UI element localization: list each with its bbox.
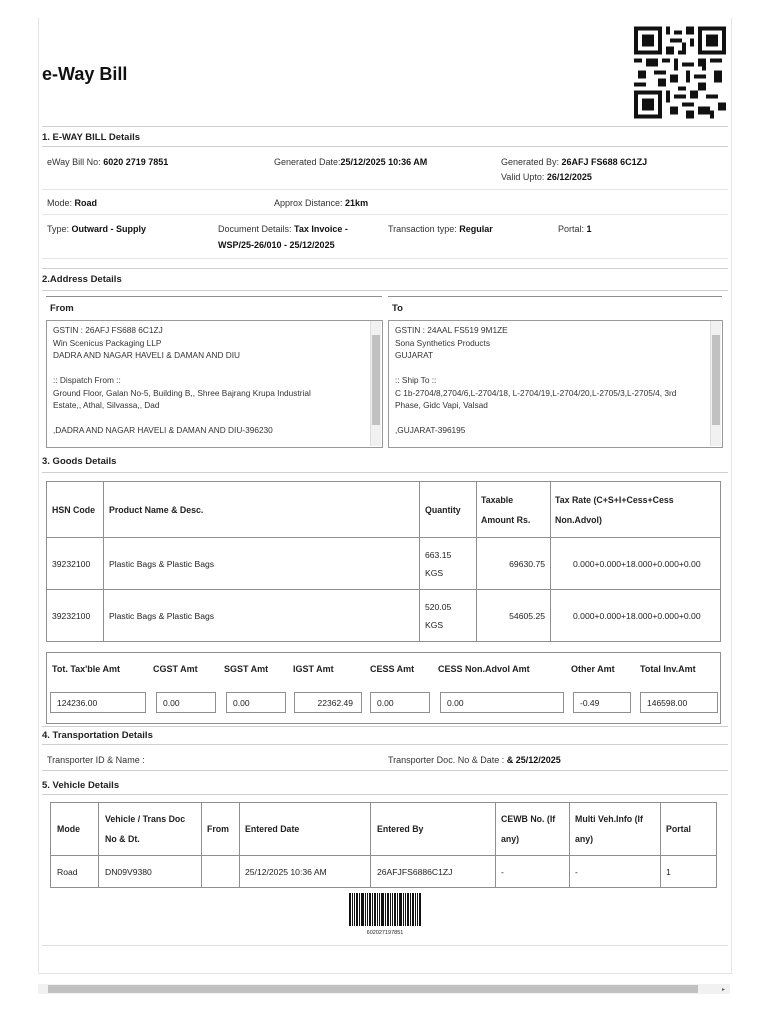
to-line: ,GUJARAT-396195	[395, 425, 466, 435]
amount-cell: 69630.75	[477, 538, 551, 590]
col-tax-rate: Tax Rate (C+S+I+Cess+Cess Non.Advol)	[551, 482, 721, 538]
sgst-field[interactable]: 0.00	[226, 692, 286, 713]
col-entered-date: Entered Date	[240, 803, 371, 856]
portal: Portal: 1	[558, 224, 592, 234]
scroll-thumb[interactable]	[372, 335, 380, 425]
ewb-no: eWay Bill No: 6020 2719 7851	[47, 157, 169, 167]
approx-distance: Approx Distance: 21km	[274, 198, 369, 208]
vehicle-table	[50, 802, 717, 888]
table-row	[51, 856, 717, 888]
divider	[388, 296, 722, 297]
goods-table	[46, 481, 721, 642]
goods-header-row	[47, 482, 721, 538]
from-line: DADRA AND NAGAR HAVELI & DAMAN AND DIU	[53, 350, 241, 360]
sgst-label: SGST Amt	[224, 664, 269, 674]
other-amt-label: Other Amt	[571, 664, 615, 674]
divider	[42, 268, 728, 269]
product-cell: Plastic Bags & Plastic Bags	[104, 590, 420, 642]
product-cell: Plastic Bags & Plastic Bags	[104, 538, 420, 590]
cess-nonadvol-label: CESS Non.Advol Amt	[438, 664, 530, 674]
divider	[42, 146, 728, 147]
to-line	[395, 412, 711, 425]
vehicle-cell: DN09V9380	[99, 856, 202, 888]
scroll-right-arrow[interactable]: ▸	[722, 987, 726, 993]
document-details: Document Details: Tax Invoice -	[218, 224, 348, 234]
divider	[42, 214, 728, 215]
quantity-cell: 663.15 KGS	[420, 538, 477, 590]
cess-nonadvol-field[interactable]: 0.00	[440, 692, 564, 713]
rate-cell: 0.000+0.000+18.000+0.000+0.00	[551, 590, 721, 642]
amount-cell: 54605.25	[477, 590, 551, 642]
divider	[42, 744, 728, 745]
entered-by-cell: 26AFJFS6886C1ZJ	[371, 856, 496, 888]
divider	[42, 189, 728, 190]
col-hsn: HSN Code	[47, 482, 104, 538]
vehicle-header-row	[51, 803, 717, 856]
entered-date-cell: 25/12/2025 10:36 AM	[240, 856, 371, 888]
from-line: Estate,, Athal, Silvassa,, Dad	[53, 400, 160, 410]
to-address-text	[395, 324, 711, 437]
from-line: ,DADRA AND NAGAR HAVELI & DAMAN AND DIU-396230	[53, 425, 273, 435]
igst-field[interactable]: 22362.49	[294, 692, 362, 713]
col-vehicle: Vehicle / Trans Doc No & Dt.	[99, 803, 202, 856]
to-line: Phase, Gidc Vapi, Valsad	[395, 400, 488, 410]
hsn-cell: 39232100	[47, 538, 104, 590]
multi-veh-cell: -	[570, 856, 661, 888]
quantity-cell: 520.05 KGS	[420, 590, 477, 642]
horizontal-scrollbar[interactable]	[38, 984, 730, 994]
total-inv-field[interactable]: 146598.00	[640, 692, 718, 713]
total-inv-label: Total Inv.Amt	[640, 664, 696, 674]
divider	[42, 770, 728, 771]
from-address-box[interactable]	[46, 320, 383, 448]
col-mode: Mode	[51, 803, 99, 856]
to-line: GSTIN : 24AAL FS519 9M1ZE	[395, 325, 508, 335]
divider	[42, 726, 728, 727]
col-taxable: Taxable Amount Rs.	[477, 482, 551, 538]
section-heading-transport: 4. Transportation Details	[42, 730, 153, 741]
from-line: :: Dispatch From ::	[53, 375, 121, 385]
col-portal: Portal	[661, 803, 717, 856]
to-line: GUJARAT	[395, 350, 434, 360]
scroll-thumb[interactable]	[712, 335, 720, 425]
from-line	[53, 412, 371, 425]
col-quantity: Quantity	[420, 482, 477, 538]
col-cewb: CEWB No. (If any)	[496, 803, 570, 856]
total-taxable-field[interactable]: 124236.00	[50, 692, 146, 713]
barcode-number: 602027197851	[366, 930, 404, 936]
mode-cell: Road	[51, 856, 99, 888]
mode: Mode: Road	[47, 198, 98, 208]
rate-cell: 0.000+0.000+18.000+0.000+0.00	[551, 538, 721, 590]
qr-code-icon	[634, 25, 726, 120]
cess-label: CESS Amt	[370, 664, 415, 674]
barcode-icon	[349, 893, 421, 926]
portal-cell: 1	[661, 856, 717, 888]
to-address-box[interactable]	[388, 320, 723, 448]
section-heading-ewb-details: 1. E-WAY BILL Details	[42, 132, 141, 143]
from-line	[53, 362, 371, 375]
type: Type: Outward - Supply	[47, 224, 147, 234]
generated-date: Generated Date:25/12/2025 10:36 AM	[274, 157, 428, 167]
col-multi-veh: Multi Veh.Info (If any)	[570, 803, 661, 856]
divider	[42, 945, 728, 946]
total-taxable-label: Tot. Tax'ble Amt	[52, 664, 120, 674]
cgst-label: CGST Amt	[153, 664, 198, 674]
divider	[46, 296, 382, 297]
table-row	[47, 538, 721, 590]
to-line: Sona Synthetics Products	[395, 337, 491, 348]
transporter-doc: Transporter Doc. No & Date : & 25/12/2025	[388, 755, 561, 765]
cewb-cell: -	[496, 856, 570, 888]
to-scrollbar[interactable]	[710, 321, 721, 446]
divider	[42, 472, 728, 473]
col-product: Product Name & Desc.	[104, 482, 420, 538]
from-cell	[202, 856, 240, 888]
table-row	[47, 590, 721, 642]
from-line: Ground Floor, Galan No-5, Building B,, Shree Bajrang Krupa Industrial	[53, 387, 311, 398]
cgst-field[interactable]: 0.00	[156, 692, 216, 713]
section-heading-address: 2.Address Details	[42, 274, 122, 285]
divider	[42, 794, 728, 795]
from-address-text	[53, 324, 371, 437]
col-from: From	[202, 803, 240, 856]
transaction-type: Transaction type: Regular	[388, 224, 493, 234]
igst-label: IGST Amt	[293, 664, 334, 674]
other-amt-field[interactable]: -0.49	[573, 692, 631, 713]
from-heading: From	[50, 303, 74, 314]
from-scrollbar[interactable]	[370, 321, 381, 446]
generated-by: Generated By: 26AFJ FS688 6C1ZJ	[501, 157, 648, 167]
divider	[42, 290, 728, 291]
hsn-cell: 39232100	[47, 590, 104, 642]
page-title: e-Way Bill	[42, 64, 128, 84]
to-line	[395, 362, 711, 375]
scroll-thumb[interactable]	[48, 985, 698, 993]
to-line: C 1b-2704/8,2704/6,L-2704/18, L-2704/19,L-2704/20,L-2705/3,L-2705/4, 3rd	[395, 387, 677, 398]
document-details-line2: WSP/25-26/010 - 25/12/2025	[218, 240, 335, 250]
col-entered-by: Entered By	[371, 803, 496, 856]
divider	[42, 126, 728, 127]
cess-field[interactable]: 0.00	[370, 692, 430, 713]
section-heading-goods: 3. Goods Details	[42, 456, 117, 467]
section-heading-vehicle: 5. Vehicle Details	[42, 780, 120, 791]
divider	[42, 258, 728, 259]
from-line: GSTIN : 26AFJ FS688 6C1ZJ	[53, 325, 163, 335]
valid-upto: Valid Upto: 26/12/2025	[501, 172, 592, 182]
from-line: Win Scenicus Packaging LLP	[53, 337, 162, 348]
to-line: :: Ship To ::	[395, 375, 437, 385]
to-heading: To	[392, 303, 403, 314]
transporter-id: Transporter ID & Name :	[47, 755, 145, 765]
